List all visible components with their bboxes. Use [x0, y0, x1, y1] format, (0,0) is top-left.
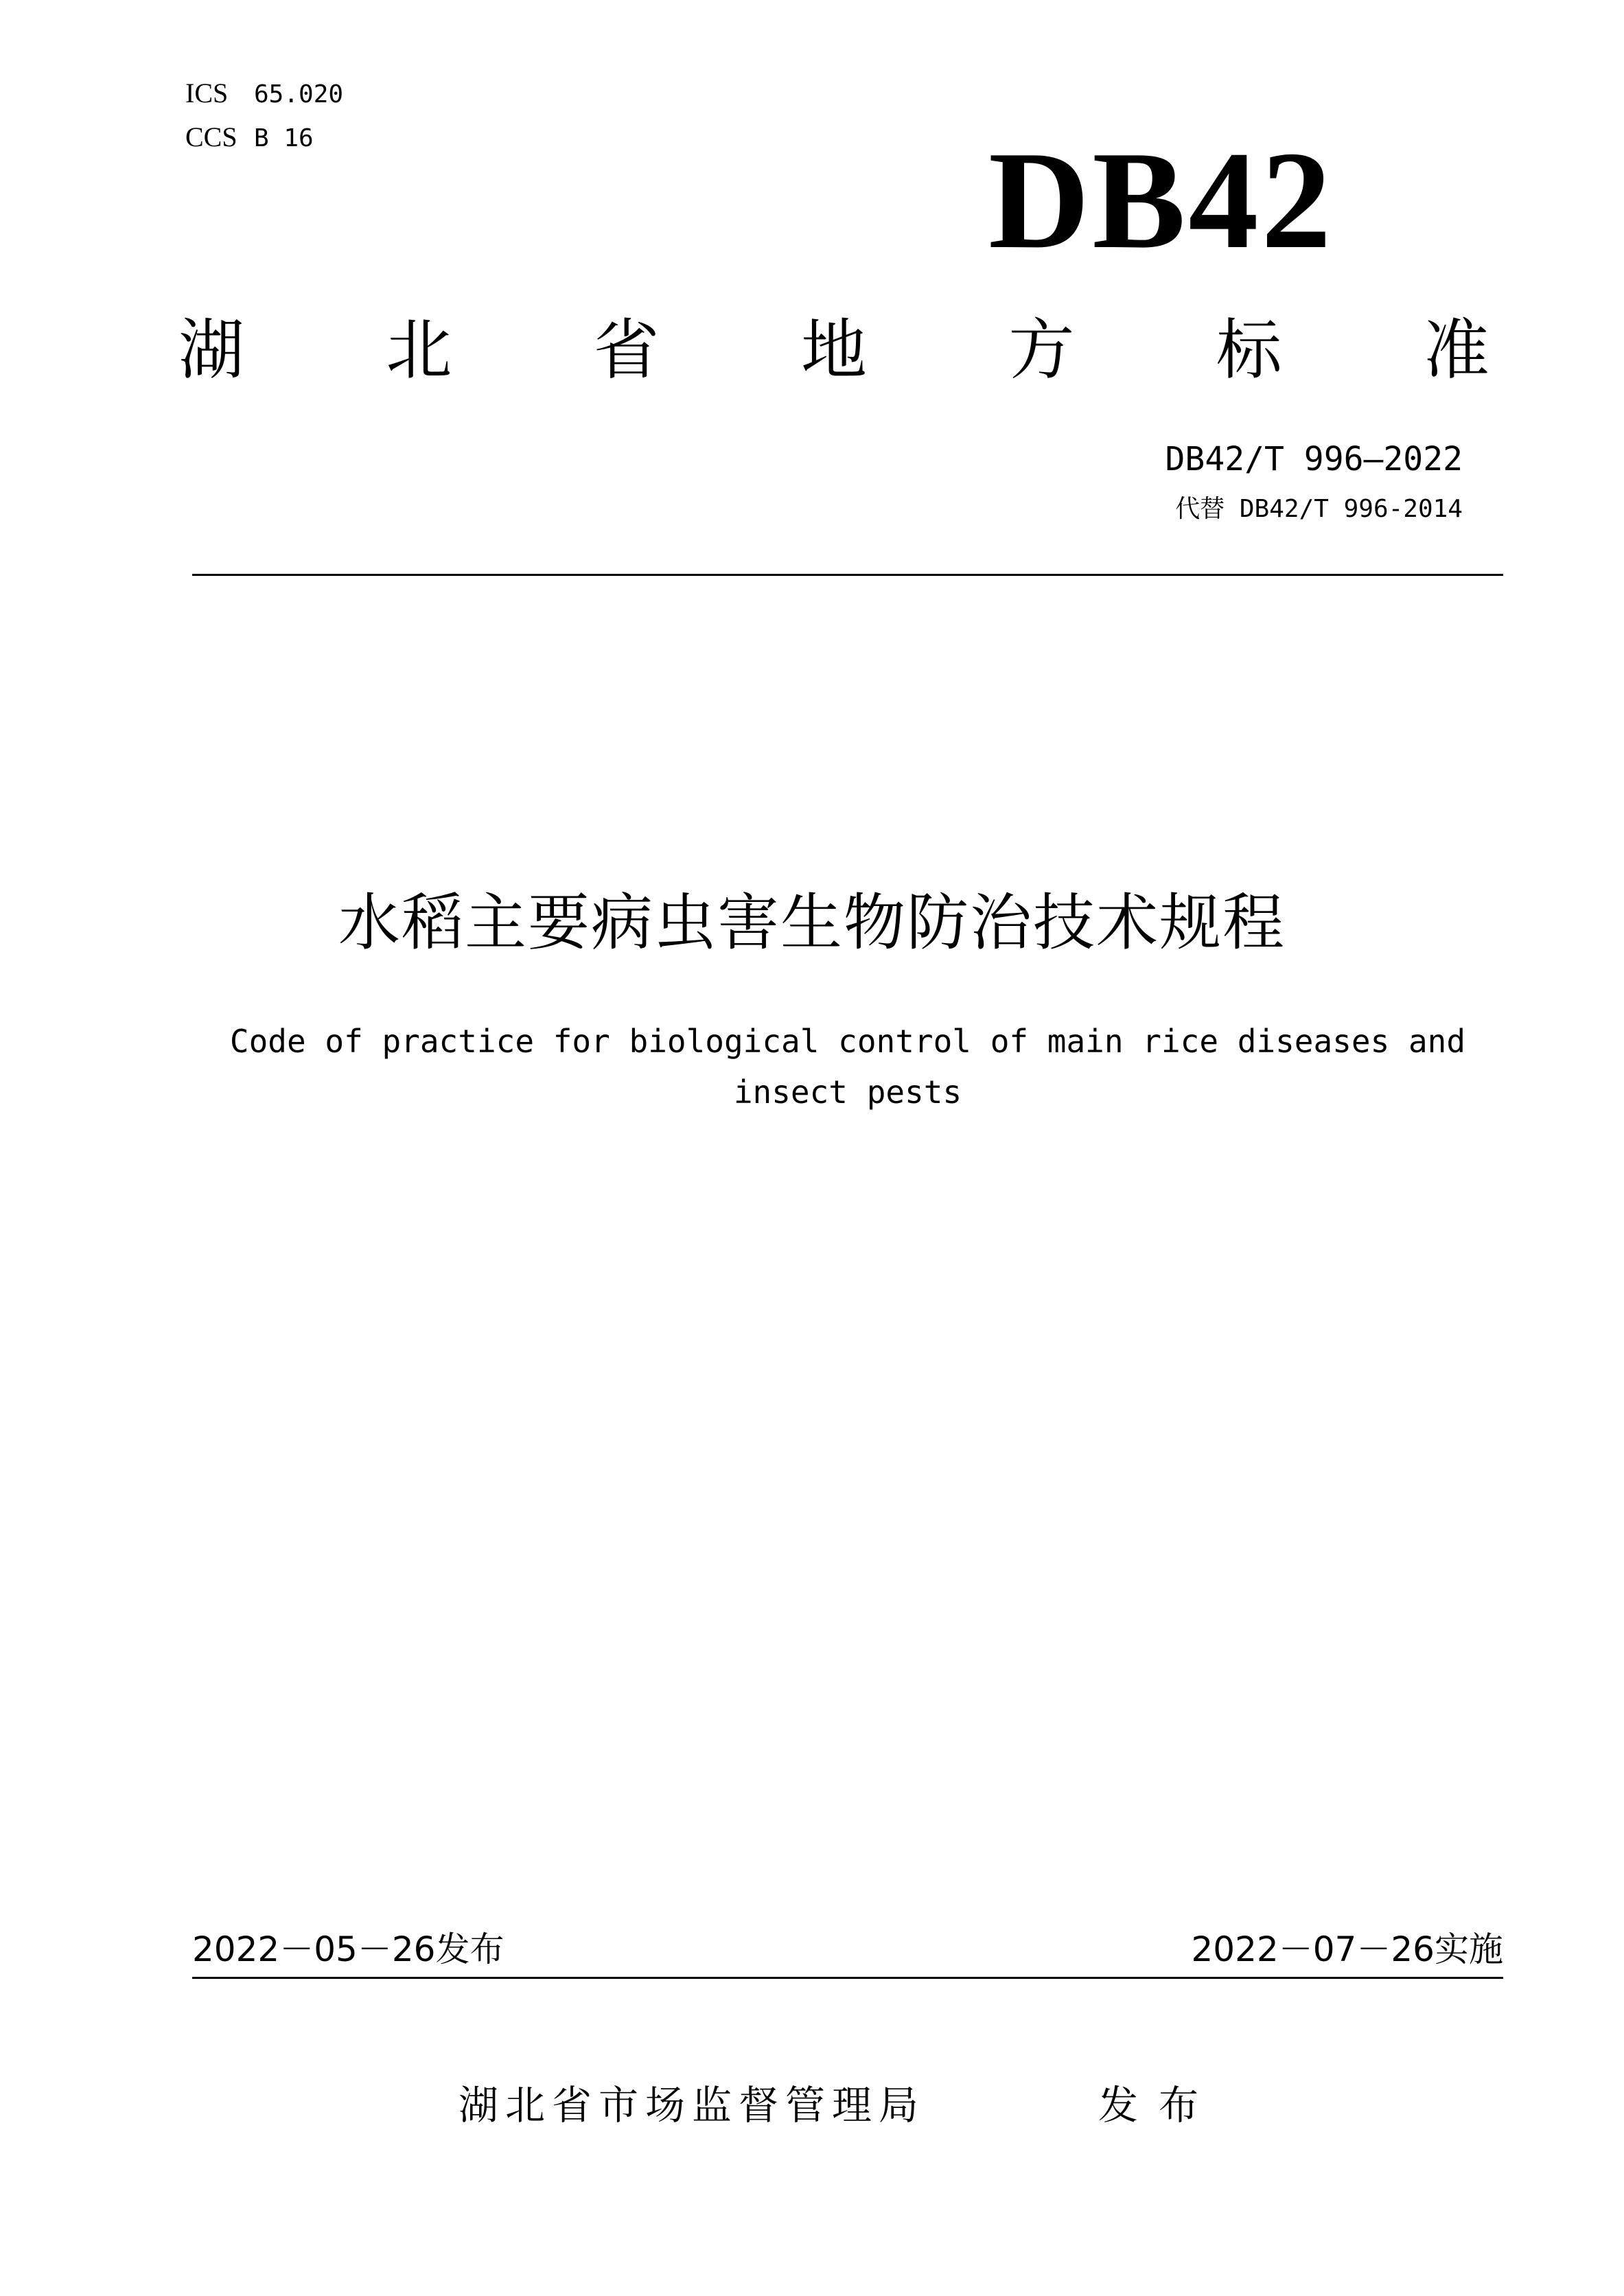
ccs-classification: [185, 121, 314, 155]
standard-type-heading: [178, 312, 1489, 388]
bottom-divider: [192, 1977, 1503, 1979]
ics-value: 65.020: [254, 80, 344, 108]
standard-type-char: 地: [800, 312, 867, 389]
issuer-action: 发布: [1098, 2082, 1220, 2129]
ics-label: ICS: [185, 78, 229, 108]
document-title-chinese: 水稻主要病虫害生物防治技术规程: [338, 887, 1286, 959]
replaced-standard: 代替 DB42/T 996-2014: [1175, 495, 1463, 523]
implementation-date: 2022－07－26实施: [1191, 1929, 1503, 1969]
standard-type-char: 北: [386, 312, 452, 389]
issuing-authority: 湖北省市场监督管理局: [459, 2082, 926, 2129]
ics-classification: [185, 77, 343, 111]
standard-code: DB42: [988, 123, 1334, 278]
top-divider: [192, 574, 1503, 576]
standard-type-char: 标: [1216, 312, 1282, 389]
standard-number: DB42/T 996—2022: [1165, 440, 1463, 478]
document-title-english: Code of practice for biological control of main rice diseases and insect pests: [229, 1023, 1466, 1111]
standard-type-char: 准: [1423, 312, 1489, 389]
ccs-label: CCS: [185, 121, 237, 152]
ccs-value: B 16: [254, 124, 314, 152]
issue-date: 2022－05－26发布: [192, 1929, 504, 1969]
standard-type-char: 湖: [178, 312, 244, 389]
standard-type-char: 方: [1008, 312, 1075, 389]
standard-type-char: 省: [593, 312, 660, 389]
